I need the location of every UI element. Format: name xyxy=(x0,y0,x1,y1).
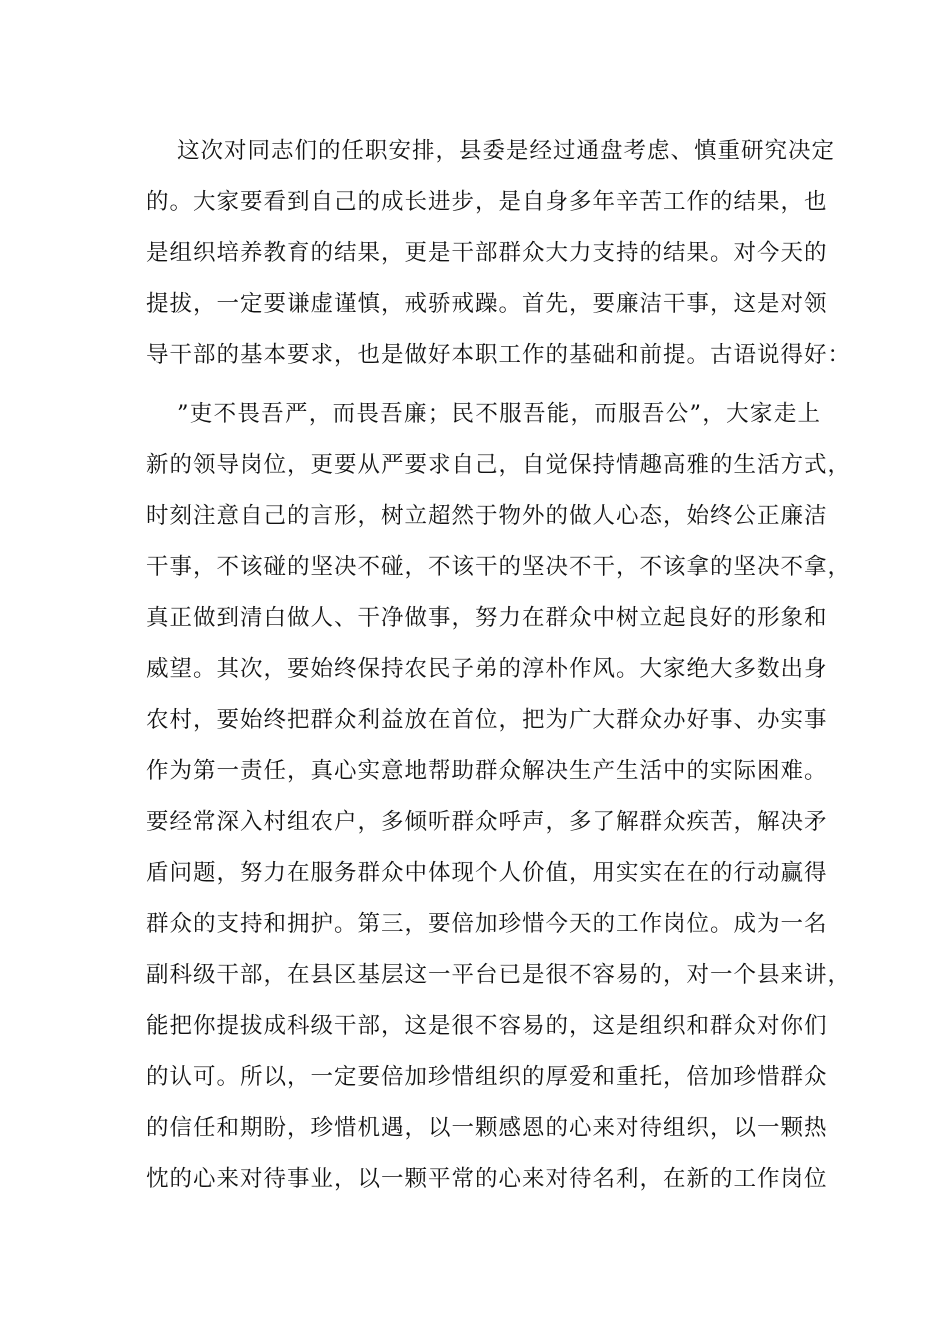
paragraph-line: 副科级干部，在县区基层这一平台已是很不容易的，对一个县来讲， xyxy=(146,962,852,988)
paragraph-line: 盾问题，努力在服务群众中体现个人价值，用实实在在的行动赢得 xyxy=(146,860,828,886)
paragraph-line: ”吏不畏吾严，而畏吾廉；民不服吾能，而服吾公”，大家走上 xyxy=(177,401,821,427)
paragraph-line: 这次对同志们的任职安排，县委是经过通盘考虑、慎重研究决定 xyxy=(177,138,836,164)
paragraph-line: 要经常深入村组农户，多倾听群众呼声，多了解群众疾苦，解决矛 xyxy=(146,809,828,835)
paragraph-line: 导干部的基本要求，也是做好本职工作的基础和前提。古语说得好： xyxy=(146,342,852,368)
paragraph-line: 的。大家要看到自己的成长进步，是自身多年辛苦工作的结果，也 xyxy=(146,189,828,215)
paragraph-line: 作为第一责任，真心实意地帮助群众解决生产生活中的实际困难。 xyxy=(146,758,828,784)
paragraph-line: 干事，不该碰的坚决不碰，不该干的坚决不干，不该拿的坚决不拿， xyxy=(146,554,852,580)
paragraph-line: 能把你提拔成科级干部，这是很不容易的，这是组织和群众对你们 xyxy=(146,1013,828,1039)
paragraph-line: 时刻注意自己的言形，树立超然于物外的做人心态，始终公正廉洁 xyxy=(146,503,828,529)
paragraph-line: 农村，要始终把群众利益放在首位，把为广大群众办好事、办实事 xyxy=(146,707,828,733)
paragraph-line: 真正做到清白做人、干净做事，努力在群众中树立起良好的形象和 xyxy=(146,605,828,631)
paragraph-line: 提拔，一定要谦虚谨慎，戒骄戒躁。首先，要廉洁干事，这是对领 xyxy=(146,291,828,317)
paragraph-line: 的信任和期盼，珍惜机遇，以一颗感恩的心来对待组织，以一颗热 xyxy=(146,1115,828,1141)
paragraph-line: 是组织培养教育的结果，更是干部群众大力支持的结果。对今天的 xyxy=(146,240,828,266)
paragraph-line: 威望。其次，要始终保持农民子弟的淳朴作风。大家绝大多数出身 xyxy=(146,656,828,682)
paragraph-line: 新的领导岗位，更要从严要求自己，自觉保持情趣高雅的生活方式， xyxy=(146,452,852,478)
paragraph-line: 忱的心来对待事业，以一颗平常的心来对待名利，在新的工作岗位 xyxy=(146,1166,828,1192)
paragraph-line: 的认可。所以，一定要倍加珍惜组织的厚爱和重托，倍加珍惜群众 xyxy=(146,1064,828,1090)
paragraph-line: 群众的支持和拥护。第三，要倍加珍惜今天的工作岗位。成为一名 xyxy=(146,911,828,937)
